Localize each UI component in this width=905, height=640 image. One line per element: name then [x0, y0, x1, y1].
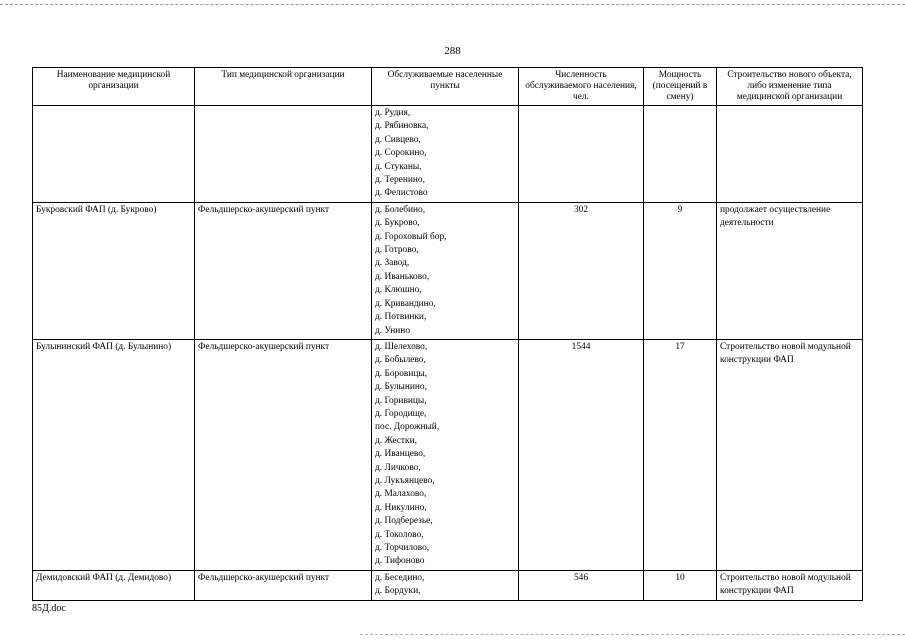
settlement-item: д. Стуканы,: [375, 161, 422, 172]
settlement-item: д. Бордуки,: [375, 586, 421, 597]
document-footer: 85Д.doc: [32, 603, 66, 614]
settlement-item: д. Городище,: [375, 408, 427, 419]
settlement-item: пос. Дорожный,: [375, 422, 440, 433]
medical-organizations-table: [32, 67, 863, 601]
settlement-item: д. Иваньково,: [375, 271, 430, 282]
settlement-item: д. Теренино,: [375, 175, 425, 186]
cell-served-settlements: [372, 570, 519, 600]
header-organization-name: Наименование медицинской организации: [33, 68, 195, 106]
table-row: [33, 106, 863, 203]
cell-population: [519, 106, 644, 203]
settlement-item: д. Токолово,: [375, 529, 424, 540]
settlement-item: д. Лукъянцево,: [375, 475, 435, 486]
settlement-item: д. Бобылево,: [375, 355, 426, 366]
cell-served-settlements: [372, 202, 519, 339]
cell-organization-name: [33, 106, 195, 203]
table-row: [33, 202, 863, 339]
table-row: [33, 339, 863, 570]
settlement-item: д. Иванцево,: [375, 449, 426, 460]
settlement-item: д. Гороховый бор,: [375, 231, 447, 242]
cell-population: 302: [519, 202, 644, 339]
cell-organization-name: Демидовский ФАП (д. Демидово): [33, 570, 195, 600]
settlement-item: д. Болебино,: [375, 204, 426, 215]
cell-organization-type: Фельдшерско-акушерский пункт: [195, 339, 372, 570]
settlement-item: д. Беседино,: [375, 572, 425, 583]
cell-organization-type: [195, 106, 372, 203]
settlement-item: д. Кривандино,: [375, 298, 436, 309]
settlement-item: д. Боровицы,: [375, 368, 428, 379]
cell-capacity: 10: [644, 570, 717, 600]
scan-edge-top: [0, 4, 905, 5]
settlement-item: д. Унино: [375, 325, 411, 336]
settlement-item: д. Сорокино,: [375, 148, 427, 159]
settlement-item: д. Никулино,: [375, 502, 427, 513]
settlement-item: д. Рудия,: [375, 108, 411, 118]
settlement-item: д. Рябиновка,: [375, 121, 429, 132]
header-organization-type: Тип медицинской организации: [195, 68, 372, 106]
cell-capacity: 9: [644, 202, 717, 339]
cell-capacity: 17: [644, 339, 717, 570]
cell-served-settlements: [372, 339, 519, 570]
cell-organization-name: Букровский ФАП (д. Букрово): [33, 202, 195, 339]
header-population: Численность обслуживаемого населения, чел.: [519, 68, 644, 106]
cell-organization-type: Фельдшерско-акушерский пункт: [195, 202, 372, 339]
cell-construction: [717, 106, 863, 203]
settlement-item: д. Горивицы,: [375, 395, 427, 406]
page-number: 288: [444, 45, 461, 57]
settlement-item: д. Булынино,: [375, 382, 427, 393]
header-capacity: Мощность (посещений в смену): [644, 68, 717, 106]
settlement-item: д. Торчилово,: [375, 543, 430, 553]
settlement-item: д. Малахово,: [375, 489, 427, 500]
header-served-settlements: Обслуживаемые населенные пункты: [372, 68, 519, 106]
cell-construction: продолжает осуществление деятельности: [717, 202, 863, 339]
cell-construction: Строительство новой модульной конструкции ФАП: [717, 339, 863, 570]
settlement-item: д. Тифоново: [375, 556, 425, 567]
settlement-item: д. Личково,: [375, 462, 421, 473]
table-header-row: [33, 68, 863, 106]
settlement-item: д. Шелехово,: [375, 341, 428, 352]
cell-organization-type: Фельдшерско-акушерский пункт: [195, 570, 372, 600]
cell-construction: Строительство новой модульной конструкции ФАП: [717, 570, 863, 600]
table-row: [33, 570, 863, 600]
settlement-item: д. Клюшно,: [375, 285, 422, 296]
settlement-item: д. Завод,: [375, 258, 410, 269]
scan-edge-bottom: [360, 634, 905, 635]
cell-capacity: [644, 106, 717, 203]
cell-served-settlements: [372, 106, 519, 203]
header-construction: Строительство нового объекта, либо изменение типа медицинской организации: [717, 68, 863, 106]
settlement-item: д. Букрово,: [375, 218, 420, 229]
settlement-item: д. Подберезье,: [375, 516, 433, 527]
cell-organization-name: Булынинский ФАП (д. Булынино): [33, 339, 195, 570]
settlement-item: д. Жестки,: [375, 435, 417, 446]
cell-population: 546: [519, 570, 644, 600]
settlement-item: д. Фелистово: [375, 188, 428, 199]
settlement-item: д. Готрово,: [375, 245, 419, 256]
cell-population: 1544: [519, 339, 644, 570]
settlement-item: д. Сивцево,: [375, 134, 421, 145]
settlement-item: д. Потвинки,: [375, 312, 427, 323]
